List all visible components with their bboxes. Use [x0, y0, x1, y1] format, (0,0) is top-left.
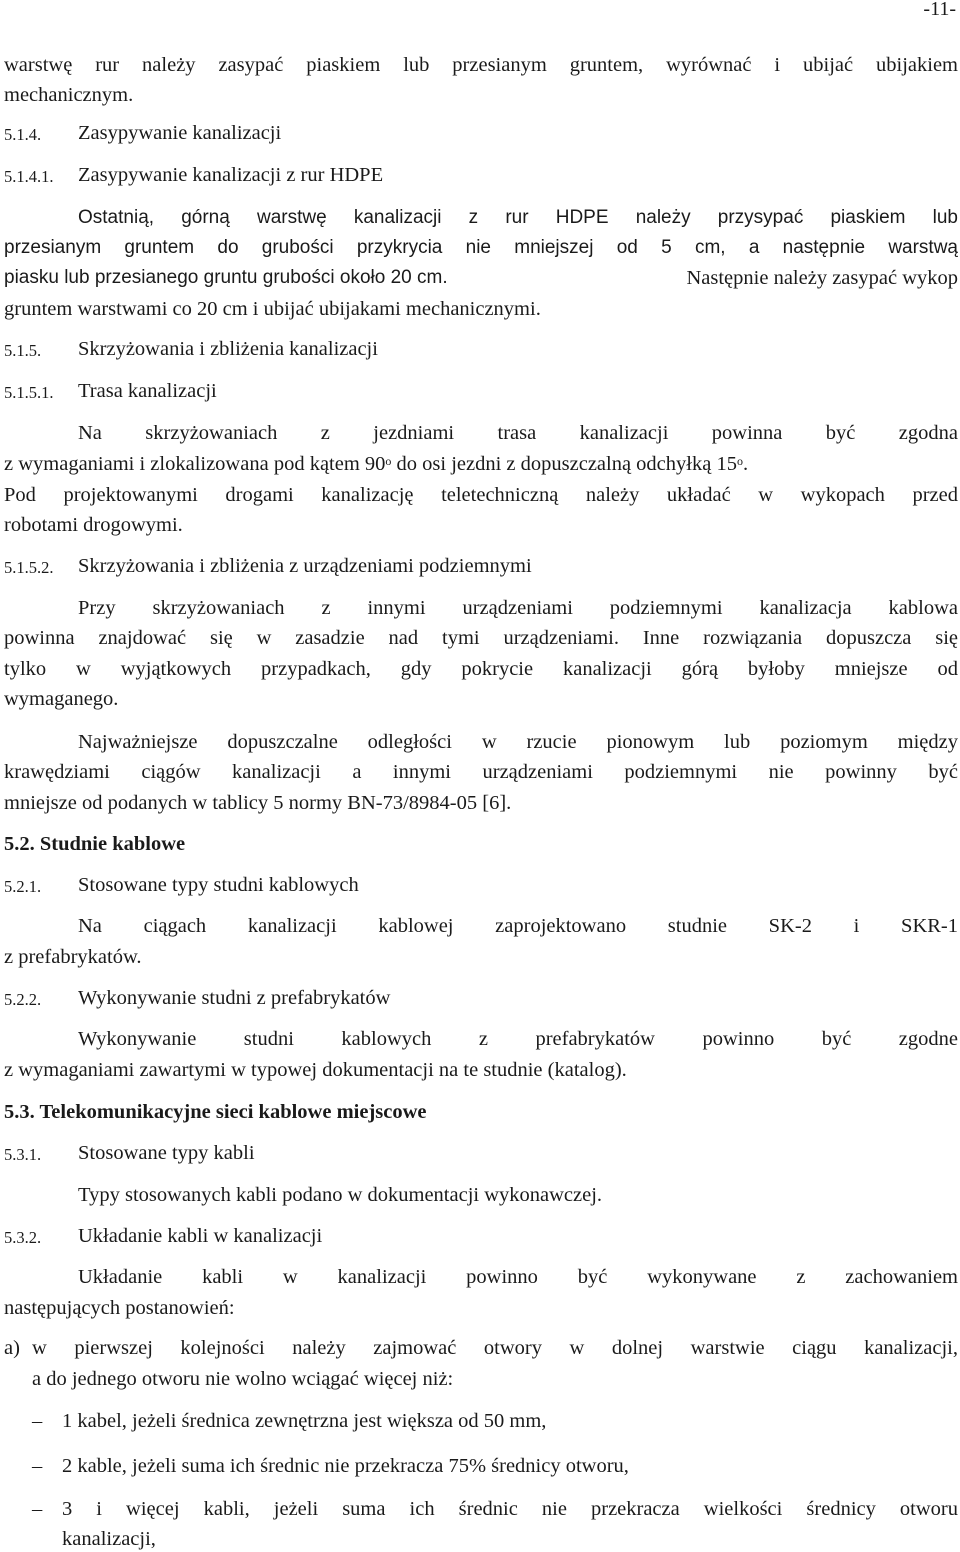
section-number: 5.1.5.1. — [4, 383, 54, 402]
paragraph-line: wymaganego. — [4, 688, 119, 710]
section-heading: Zasypywanie kanalizacji — [78, 122, 282, 144]
paragraph-line: z prefabrykatów. — [4, 946, 142, 968]
section-number: 5.1.5. — [4, 341, 42, 360]
bullet-item: kanalizacji, — [62, 1528, 156, 1550]
paragraph-line: gruntem warstwami co 20 cm i ubijać ubijakami mechanicznymi. — [4, 298, 541, 320]
dash-bullet-icon: – — [32, 1498, 43, 1520]
paragraph-line: mechanicznym. — [4, 84, 134, 106]
page-number: -11- — [923, 0, 956, 20]
paragraph-line: następujących postanowień: — [4, 1297, 235, 1319]
section-number: 5.2.2. — [4, 990, 42, 1009]
chapter-heading: 5.2. Studnie kablowe — [4, 833, 186, 855]
paragraph-line: powinna znajdować się w zasadzie nad tymi urządzeniami. Inne rozwiązania dopuszcza się — [4, 627, 958, 649]
section-heading: Skrzyżowania i zbliżenia z urządzeniami podziemnymi — [78, 555, 532, 577]
paragraph-line: Pod projektowanymi drogami kanalizację teletechniczną należy układać w wykopach przed — [4, 484, 958, 506]
paragraph-line: Na ciągach kanalizacji kablowej zaprojektowano studnie SK-2 i SKR-1 — [78, 915, 958, 937]
paragraph-line: krawędziami ciągów kanalizacji a innymi urządzeniami podziemnymi nie powinny być — [4, 761, 958, 783]
section-number: 5.1.5.2. — [4, 558, 54, 577]
section-number: 5.3.1. — [4, 1145, 42, 1164]
paragraph-line: warstwę rur należy zasypać piaskiem lub przesianym gruntem, wyrównać i ubijać ubijakiem — [4, 54, 958, 76]
section-number: 5.2.1. — [4, 877, 42, 896]
section-heading: Skrzyżowania i zbliżenia kanalizacji — [78, 338, 378, 360]
paragraph-line: Najważniejsze dopuszczalne odległości w rzucie pionowym lub poziomym między — [78, 731, 958, 753]
paragraph-line: Przy skrzyżowaniach z innymi urządzeniami podziemnymi kanalizacja kablowa — [78, 597, 958, 619]
paragraph-line: Następnie należy zasypać wykop — [686, 267, 958, 289]
paragraph-line: robotami drogowymi. — [4, 514, 183, 536]
chapter-heading: 5.3. Telekomunikacyjne sieci kablowe miejscowe — [4, 1101, 427, 1123]
paragraph-line: Ostatnią, górną warstwę kanalizacji z rur HDPE należy przysypać piaskiem lub — [78, 207, 958, 228]
section-heading: Zasypywanie kanalizacji z rur HDPE — [78, 164, 384, 186]
dash-bullet-icon: – — [32, 1455, 43, 1477]
list-item-text: w pierwszej kolejności należy zajmować otwory w dolnej warstwie ciągu kanalizacji, — [32, 1337, 958, 1359]
paragraph-line: przesianym gruntem do grubości przykrycia nie mniejszej od 5 cm, a następnie warstwą — [4, 237, 958, 258]
section-heading: Stosowane typy studni kablowych — [78, 874, 359, 896]
paragraph-line: z wymaganiami zawartymi w typowej dokumentacji na te studnie (katalog). — [4, 1059, 627, 1081]
paragraph-line: Typy stosowanych kabli podano w dokumentacji wykonawczej. — [78, 1184, 603, 1206]
dash-bullet-icon: – — [32, 1410, 43, 1432]
paragraph-line: Układanie kabli w kanalizacji powinno być wykonywane z zachowaniem — [78, 1266, 958, 1288]
paragraph-line: Wykonywanie studni kablowych z prefabrykatów powinno być zgodne — [78, 1028, 958, 1050]
paragraph-line: piasku lub przesianego gruntu grubości około 20 cm. — [4, 267, 448, 288]
paragraph-line: mniejsze od podanych w tablicy 5 normy BN-73/8984-05 [6]. — [4, 792, 512, 814]
section-heading: Trasa kanalizacji — [78, 380, 217, 402]
section-heading: Stosowane typy kabli — [78, 1142, 255, 1164]
bullet-item: 2 kable, jeżeli suma ich średnic nie przekracza 75% średnicy otworu, — [62, 1455, 629, 1477]
section-number: 5.1.4. — [4, 125, 42, 144]
paragraph-line: z wymaganiami i zlokalizowana pod kątem 90$^o$ do osi jezdni z dopuszczalną odchyłką 15$^o$. — [4, 453, 749, 475]
section-heading: Układanie kabli w kanalizacji — [78, 1225, 323, 1247]
paragraph-line: Na skrzyżowaniach z jezdniami trasa kanalizacji powinna być zgodna — [78, 422, 958, 444]
paragraph-line: tylko w wyjątkowych przypadkach, gdy pokrycie kanalizacji górą byłoby mniejsze od — [4, 658, 958, 680]
section-heading: Wykonywanie studni z prefabrykatów — [78, 987, 391, 1009]
list-item-label: a) — [4, 1337, 20, 1359]
section-number: 5.1.4.1. — [4, 167, 54, 186]
bullet-item: 1 kabel, jeżeli średnica zewnętrzna jest większa od 50 mm, — [62, 1410, 547, 1432]
section-number: 5.3.2. — [4, 1228, 42, 1247]
bullet-item: 3 i więcej kabli, jeżeli suma ich średnic nie przekracza wielkości średnicy otworu — [62, 1498, 958, 1520]
list-item-text: a do jednego otworu nie wolno wciągać więcej niż: — [32, 1368, 454, 1390]
